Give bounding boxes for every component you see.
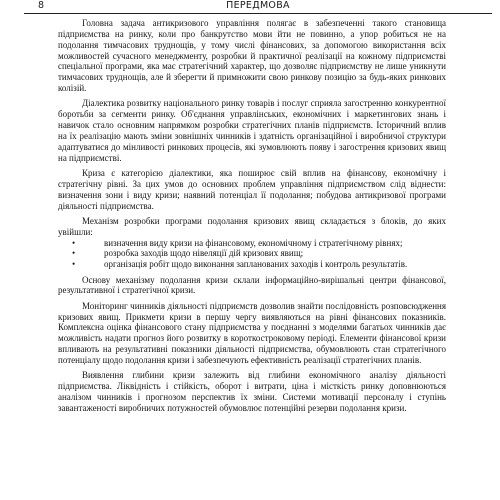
page-header — [24, 0, 492, 13]
page-body — [58, 18, 446, 414]
paragraph-3: Криза є категорією діалектики, яка поширює свій вплив на фінансову, економічну і стратегічну рівні. За цих умов до основних проблем управління підприємством слід віднести: визначення зони і виду кризи; наявний потенціал її подолання; побудова антикризової програми діяльності підприємства. — [58, 167, 446, 211]
bullet-icon: • — [72, 248, 76, 259]
bullet-icon: • — [72, 237, 76, 248]
header-rule — [24, 13, 492, 14]
bullet-list — [58, 238, 446, 271]
list-item-text: організація робіт щодо виконання запланованих заходів і контроль результатів. — [104, 259, 408, 270]
paragraph-1: Головна задача антикризового управління полягає в забезпеченні такого становища підприємства на ринку, коли про банкрутство мови йти не повинно, а упор робиться не на подолання тимчасових труднощів, у тому числі фінансових, за допомогою використання всіх можливостей сучасного менеджменту, розробки й практичної реалізації на кожному підприємстві спеціальної програми, яка має стратегічний характер, що дозволяє підприємству не лише уникнути тимчасових труднощів, але й зберегти й примножити свою ринкову позицію за будь-яких ринкових колізій. — [58, 18, 446, 94]
paragraph-4: Механізм розробки програми подолання кризових явищ складається з блоків, до яких увійшли: — [58, 215, 446, 237]
list-item — [58, 248, 446, 259]
page-number: 8 — [38, 0, 45, 11]
paragraph-6: Моніторинг чинників діяльності підприємств дозволив знайти послідовність розповсюдження кризових явищ. Прикмети кризи в першу чергу виявляються на рівні фінансових показників. Комплексна оцінка фінансового стану підприємства у поєднанні з моделями багатьох чинників дає можливість надати прогноз його розвитку в короткостроковому періоді. Елементи фінансової кризи впливають на результативні показники діяльності підприємства, обумовлюють стан стратегічного потенціалу щодо подолання кризи і забезпечують ефективність реалізації стратегічних планів. — [58, 300, 446, 365]
list-item — [58, 238, 446, 249]
list-item — [58, 259, 446, 270]
paragraph-2: Діалектика розвитку національного ринку товарів і послуг сприяла загостренню конкурентної боротьби за сегменти ринку. Об'єднання управлінських, економічних і маркетингових знань і навичок стало основним напрямком розробки стратегічних планів підприємств. Історичний вплив на їх реалізацію мають зміни зовнішніх чинників і здатність організаційної і виробничої структури адаптуватися до мінливості ринкових процесів, які зумовлюють появу і загострення кризових явищ на підприємстві. — [58, 98, 446, 163]
list-item-text: розробка заходів щодо нівеляції дій кризових явищ; — [104, 248, 304, 259]
list-item-text: визначення виду кризи на фінансовому, економічному і стратегічному рівнях; — [104, 237, 403, 248]
bullet-icon: • — [72, 259, 76, 270]
paragraph-5: Основу механізму подолання кризи склали інформаційно-вирішальні центри фінансової, результативної і стратегічної кризи. — [58, 274, 446, 296]
running-title: ПЕРЕДМОВА — [226, 0, 290, 11]
paragraph-7: Виявлення глибини кризи залежить від глибини економічного аналізу діяльності підприємства. Ліквідність і стійкість, оборот і витрати, ціна і місткість ринку доповнюються аналізом чинників і прогнозом перспектив їх зміни. Системи мотивації персоналу і ступінь завантаженості виробничих потужностей обумовлює потенційні резерви подолання кризи. — [58, 370, 446, 413]
